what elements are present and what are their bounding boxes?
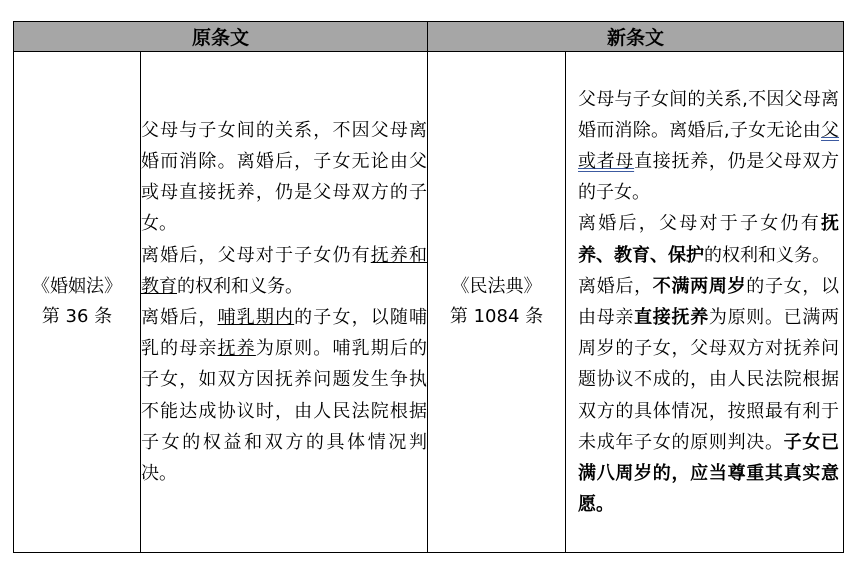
text-run: 为原则。已满两周岁的子女，父母双方对抚养问题协议不成的，由人民法院根据双方的具体情况，按照最有利于未成年子女的原则判决。: [578, 307, 840, 453]
original-law-name: 《婚姻法》: [32, 276, 122, 297]
text-run: 离婚后，父母对于子女仍有: [141, 244, 371, 266]
underlined-text: 哺乳期内: [217, 307, 295, 328]
underlined-text: 抚养和教育: [141, 244, 428, 297]
new-paragraphs: [578, 84, 839, 521]
text-run: 的子女，以随哺乳的母亲: [141, 307, 428, 360]
original-article-number: 第 36 条: [41, 306, 113, 327]
original-law-cell: [14, 52, 141, 553]
text-run: 离婚后，: [578, 275, 653, 297]
text-run: 的子女，以由母亲: [578, 275, 840, 328]
underlined-text: 父或者母: [578, 119, 840, 172]
bold-text: 抚养、教育、保护: [578, 213, 840, 266]
original-paragraph: [141, 302, 427, 489]
original-paragraph: [141, 115, 427, 240]
new-law-cell: [428, 52, 566, 553]
new-article-number: 第 1084 条: [449, 306, 544, 327]
underlined-text: 抚养: [217, 338, 256, 360]
bold-text: 不满两周岁: [652, 275, 747, 297]
new-paragraph: [578, 84, 839, 209]
text-run: 父母与子女间的关系,不因父母离婚而消除。离婚后,子女无论由: [578, 88, 840, 141]
original-article-text: [141, 52, 428, 553]
text-run: 的权利和义务。: [704, 244, 831, 266]
new-law-name: 《民法典》: [451, 276, 542, 297]
original-paragraph: [141, 240, 427, 302]
text-run: 父母与子女间的关系，不因父母离婚而消除。离婚后，子女无论由父或母直接抚养，仍是父母双方的子女。: [141, 119, 428, 235]
header-new: 新条文: [428, 22, 844, 52]
original-paragraphs: [141, 115, 427, 489]
text-run: 离婚后，: [141, 307, 218, 328]
new-paragraph: [578, 271, 839, 521]
comparison-table: [13, 21, 844, 553]
text-run: 为原则。哺乳期后的子女，如双方因抚养问题发生争执不能达成协议时，由人民法院根据子女的权益和双方的具体情况判决。: [141, 338, 428, 485]
text-run: 离婚后，父母对于子女仍有: [578, 213, 822, 235]
text-run: 的权利和义务。: [177, 275, 303, 297]
bold-text: 子女已满八周岁的，应当尊重其真实意愿。: [578, 431, 840, 516]
header-original: 原条文: [14, 22, 428, 52]
new-article-text: [566, 52, 844, 553]
bold-text: 直接抚养: [634, 307, 709, 328]
new-paragraph: [578, 208, 839, 270]
text-run: 直接抚养，仍是父母双方的子女。: [578, 150, 840, 204]
